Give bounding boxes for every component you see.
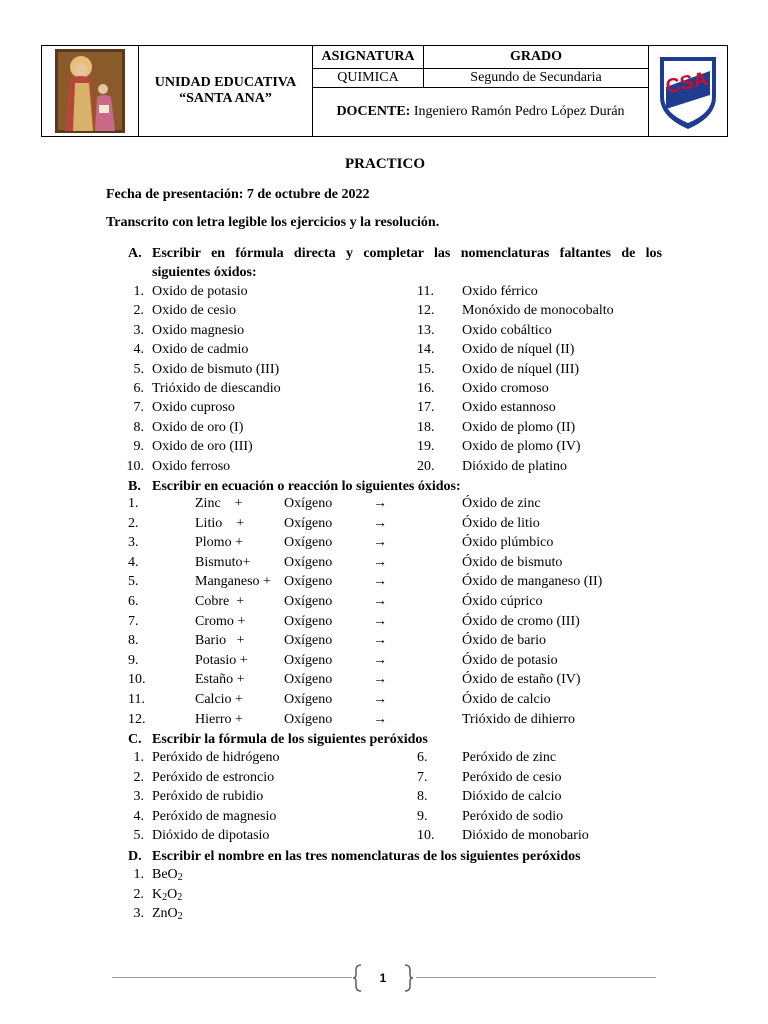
reaction-oxygen: Oxígeno <box>284 554 333 570</box>
list-item: Dióxido de platino <box>462 458 567 474</box>
list-item: Dióxido de calcio <box>462 789 562 805</box>
list-item: Peróxido de hidrógeno <box>152 750 280 765</box>
reaction-arrow: → <box>373 633 387 649</box>
list-item: Oxido de plomo (II) <box>462 419 576 435</box>
peroxide-formula <box>152 886 182 904</box>
reaction-number: 3. <box>128 535 139 551</box>
reaction-number: 5. <box>128 574 139 590</box>
list-item: Oxido cuproso <box>152 400 235 416</box>
reaction-arrow: → <box>373 594 387 609</box>
list-item-number: 11. <box>417 284 434 299</box>
list-item-number: 4. <box>133 808 144 824</box>
list-item-number: 14. <box>417 342 435 358</box>
section-a-heading-line1: Escribir en fórmula directa y completar las nomenclaturas faltantes de los <box>152 246 662 261</box>
list-item: Oxido férrico <box>462 284 538 299</box>
reaction-arrow: → <box>373 652 387 668</box>
formula-subscript: 2 <box>177 911 183 923</box>
reaction-number: 4. <box>128 554 139 570</box>
reaction-product: Óxido de calcio <box>462 692 551 707</box>
footer-line-right <box>416 977 656 978</box>
reaction-element: Calcio + <box>195 692 243 707</box>
list-item-number: 10. <box>417 828 435 844</box>
list-item: Monóxido de monocobalto <box>462 303 614 319</box>
reaction-number: 11. <box>128 692 145 707</box>
reaction-oxygen: Oxígeno <box>284 613 333 629</box>
reaction-element: Bismuto+ <box>195 554 251 570</box>
reaction-arrow: → <box>373 692 387 707</box>
section-c-heading: Escribir la fórmula de los siguientes peróxidos <box>152 732 428 747</box>
reaction-element: Potasio + <box>195 652 248 668</box>
list-item: Dióxido de dipotasio <box>152 828 270 844</box>
reaction-oxygen: Oxígeno <box>284 515 333 531</box>
reaction-arrow: → <box>373 672 387 688</box>
subject-value: QUIMICA <box>313 69 424 88</box>
list-item: Oxido ferroso <box>152 458 231 474</box>
list-item-number: 8. <box>133 419 144 435</box>
list-item-number: 9. <box>417 808 428 824</box>
instruction-line: Transcrito con letra legible los ejercicios y la resolución. <box>106 215 440 230</box>
list-item-number: 6. <box>133 381 144 396</box>
list-item-number: 9. <box>133 439 144 455</box>
list-item: Oxido de níquel (II) <box>462 342 575 358</box>
reaction-arrow: → <box>373 515 387 531</box>
list-item-number: 6. <box>417 750 428 765</box>
list-item-number: 5. <box>133 828 144 844</box>
section-d-marker: D. <box>128 849 142 864</box>
reaction-product: Óxido de bario <box>462 633 546 649</box>
section-a-marker: A. <box>128 246 142 261</box>
reaction-number: 7. <box>128 613 139 629</box>
list-item: Peróxido de zinc <box>462 750 557 765</box>
reaction-number: 8. <box>128 633 139 649</box>
reaction-product: Óxido de cromo (III) <box>462 613 580 629</box>
reaction-number: 10. <box>128 672 146 688</box>
list-item-number: 2. <box>133 886 144 902</box>
list-item: Oxido de bismuto (III) <box>152 361 280 377</box>
reaction-element: Estaño + <box>195 672 245 688</box>
reaction-oxygen: Oxígeno <box>284 574 333 590</box>
reaction-arrow: → <box>373 535 387 551</box>
teacher-name: Ingeniero Ramón Pedro López Durán <box>413 104 625 120</box>
page-title: PRACTICO <box>345 156 426 172</box>
teacher-cell <box>313 88 649 137</box>
list-item-number: 12. <box>417 303 435 319</box>
list-item: Oxido magnesio <box>152 322 245 338</box>
grade-value: Segundo de Secundaria <box>424 69 649 88</box>
list-item-number: 5. <box>133 361 144 377</box>
formula-subscript: 2 <box>162 891 168 903</box>
list-item: Oxido de cesio <box>152 303 236 319</box>
reaction-product: Trióxido de dihierro <box>462 711 576 727</box>
list-item: Oxido de oro (III) <box>152 439 253 455</box>
reaction-oxygen: Oxígeno <box>284 692 333 707</box>
reaction-product: Óxido de potasio <box>462 652 558 668</box>
section-b-marker: B. <box>128 479 141 494</box>
list-item-number: 7. <box>133 400 144 416</box>
list-item: Peróxido de magnesio <box>152 808 277 824</box>
page-number: 1 <box>379 971 387 985</box>
list-item: Oxido de potasio <box>152 284 248 299</box>
formula-symbol: ZnO <box>152 906 178 922</box>
grade-label: GRADO <box>424 46 649 69</box>
formula-symbol: O <box>167 886 178 902</box>
list-item: Trióxido de diescandio <box>152 381 281 396</box>
list-item-number: 7. <box>417 769 428 785</box>
formula-symbol: BeO <box>152 867 178 882</box>
reaction-element: Bario + <box>195 633 245 649</box>
section-c-marker: C. <box>128 732 142 747</box>
list-item: Oxido cromoso <box>462 381 549 396</box>
reaction-oxygen: Oxígeno <box>284 672 333 688</box>
reaction-product: Óxido de zinc <box>462 496 541 511</box>
list-item-number: 17. <box>417 400 435 416</box>
reaction-element: Manganeso + <box>195 574 271 590</box>
list-item: Oxido de oro (I) <box>152 419 244 435</box>
list-item-number: 1. <box>133 867 144 882</box>
list-item-number: 3. <box>133 906 144 922</box>
list-item-number: 13. <box>417 322 435 338</box>
formula-subscript: 2 <box>177 872 183 883</box>
list-item-number: 20. <box>417 458 435 474</box>
reaction-oxygen: Oxígeno <box>284 594 333 609</box>
list-item-number: 1. <box>133 284 144 299</box>
reaction-element: Zinc + <box>195 496 243 511</box>
svg-text:CSA: CSA <box>663 67 710 99</box>
peroxide-formula <box>152 905 183 923</box>
formula-symbol: K <box>152 886 163 902</box>
reaction-oxygen: Oxígeno <box>284 652 333 668</box>
reaction-element: Cobre + <box>195 594 245 609</box>
reaction-element: Cromo + <box>195 613 246 629</box>
list-item: Peróxido de cesio <box>462 769 562 785</box>
reaction-number: 6. <box>128 594 139 609</box>
teacher-label: DOCENTE: <box>336 104 411 120</box>
list-item-number: 8. <box>417 789 428 805</box>
list-item-number: 2. <box>133 303 144 319</box>
peroxide-formula <box>152 866 183 884</box>
section-d-heading: Escribir el nombre en las tres nomenclaturas de los siguientes peróxidos <box>152 849 581 864</box>
reaction-element: Hierro + <box>195 711 243 727</box>
reaction-element: Litio + <box>195 515 245 531</box>
header-table <box>41 45 728 137</box>
reaction-oxygen: Oxígeno <box>284 633 333 649</box>
list-item-number: 10. <box>126 458 144 474</box>
list-item-number: 15. <box>417 361 435 377</box>
school-name: UNIDAD EDUCATIVA “SANTA ANA” <box>139 46 313 137</box>
reaction-number: 12. <box>128 711 146 727</box>
reaction-arrow: → <box>373 496 387 511</box>
list-item-number: 18. <box>417 419 435 435</box>
list-item-number: 3. <box>133 789 144 805</box>
csa-shield-logo <box>649 46 728 137</box>
reaction-arrow: → <box>373 554 387 570</box>
formula-subscript: 2 <box>177 891 183 903</box>
reaction-number: 9. <box>128 652 139 668</box>
reaction-oxygen: Oxígeno <box>284 711 333 727</box>
reaction-product: Óxido de estaño (IV) <box>462 672 581 688</box>
list-item: Oxido de cadmio <box>152 342 249 358</box>
section-b-heading: Escribir en ecuación o reacción lo siguientes óxidos: <box>152 479 461 494</box>
list-item-number: 2. <box>133 769 144 785</box>
reaction-arrow: → <box>373 613 387 629</box>
reaction-number: 1. <box>128 496 139 511</box>
reaction-number: 2. <box>128 515 139 531</box>
footer-line-left <box>112 977 352 978</box>
list-item: Oxido de plomo (IV) <box>462 439 581 455</box>
list-item: Oxido de níquel (III) <box>462 361 580 377</box>
list-item-number: 16. <box>417 381 435 396</box>
saint-painting-image <box>42 46 139 137</box>
reaction-product: Óxido plúmbico <box>462 535 554 551</box>
list-item-number: 1. <box>133 750 144 765</box>
reaction-product: Óxido de litio <box>462 515 540 531</box>
list-item: Oxido estannoso <box>462 400 556 416</box>
reaction-product: Óxido de bismuto <box>462 554 563 570</box>
reaction-oxygen: Oxígeno <box>284 535 333 551</box>
list-item: Oxido cobáltico <box>462 322 552 338</box>
list-item-number: 4. <box>133 342 144 358</box>
list-item: Peróxido de rubidio <box>152 789 264 805</box>
reaction-oxygen: Oxígeno <box>284 496 333 511</box>
subject-label: ASIGNATURA <box>313 46 424 69</box>
date-line: Fecha de presentación: 7 de octubre de 2022 <box>106 187 370 202</box>
reaction-arrow: → <box>373 574 387 590</box>
list-item: Peróxido de estroncio <box>152 769 275 785</box>
reaction-product: Óxido cúprico <box>462 594 543 609</box>
reaction-product: Óxido de manganeso (II) <box>462 574 603 590</box>
reaction-element: Plomo + <box>195 535 243 551</box>
list-item: Peróxido de sodio <box>462 808 564 824</box>
reaction-arrow: → <box>373 711 387 727</box>
list-item: Dióxido de monobario <box>462 828 589 844</box>
section-a-heading-line2: siguientes óxidos: <box>152 265 257 280</box>
list-item-number: 3. <box>133 322 144 338</box>
list-item-number: 19. <box>417 439 435 455</box>
